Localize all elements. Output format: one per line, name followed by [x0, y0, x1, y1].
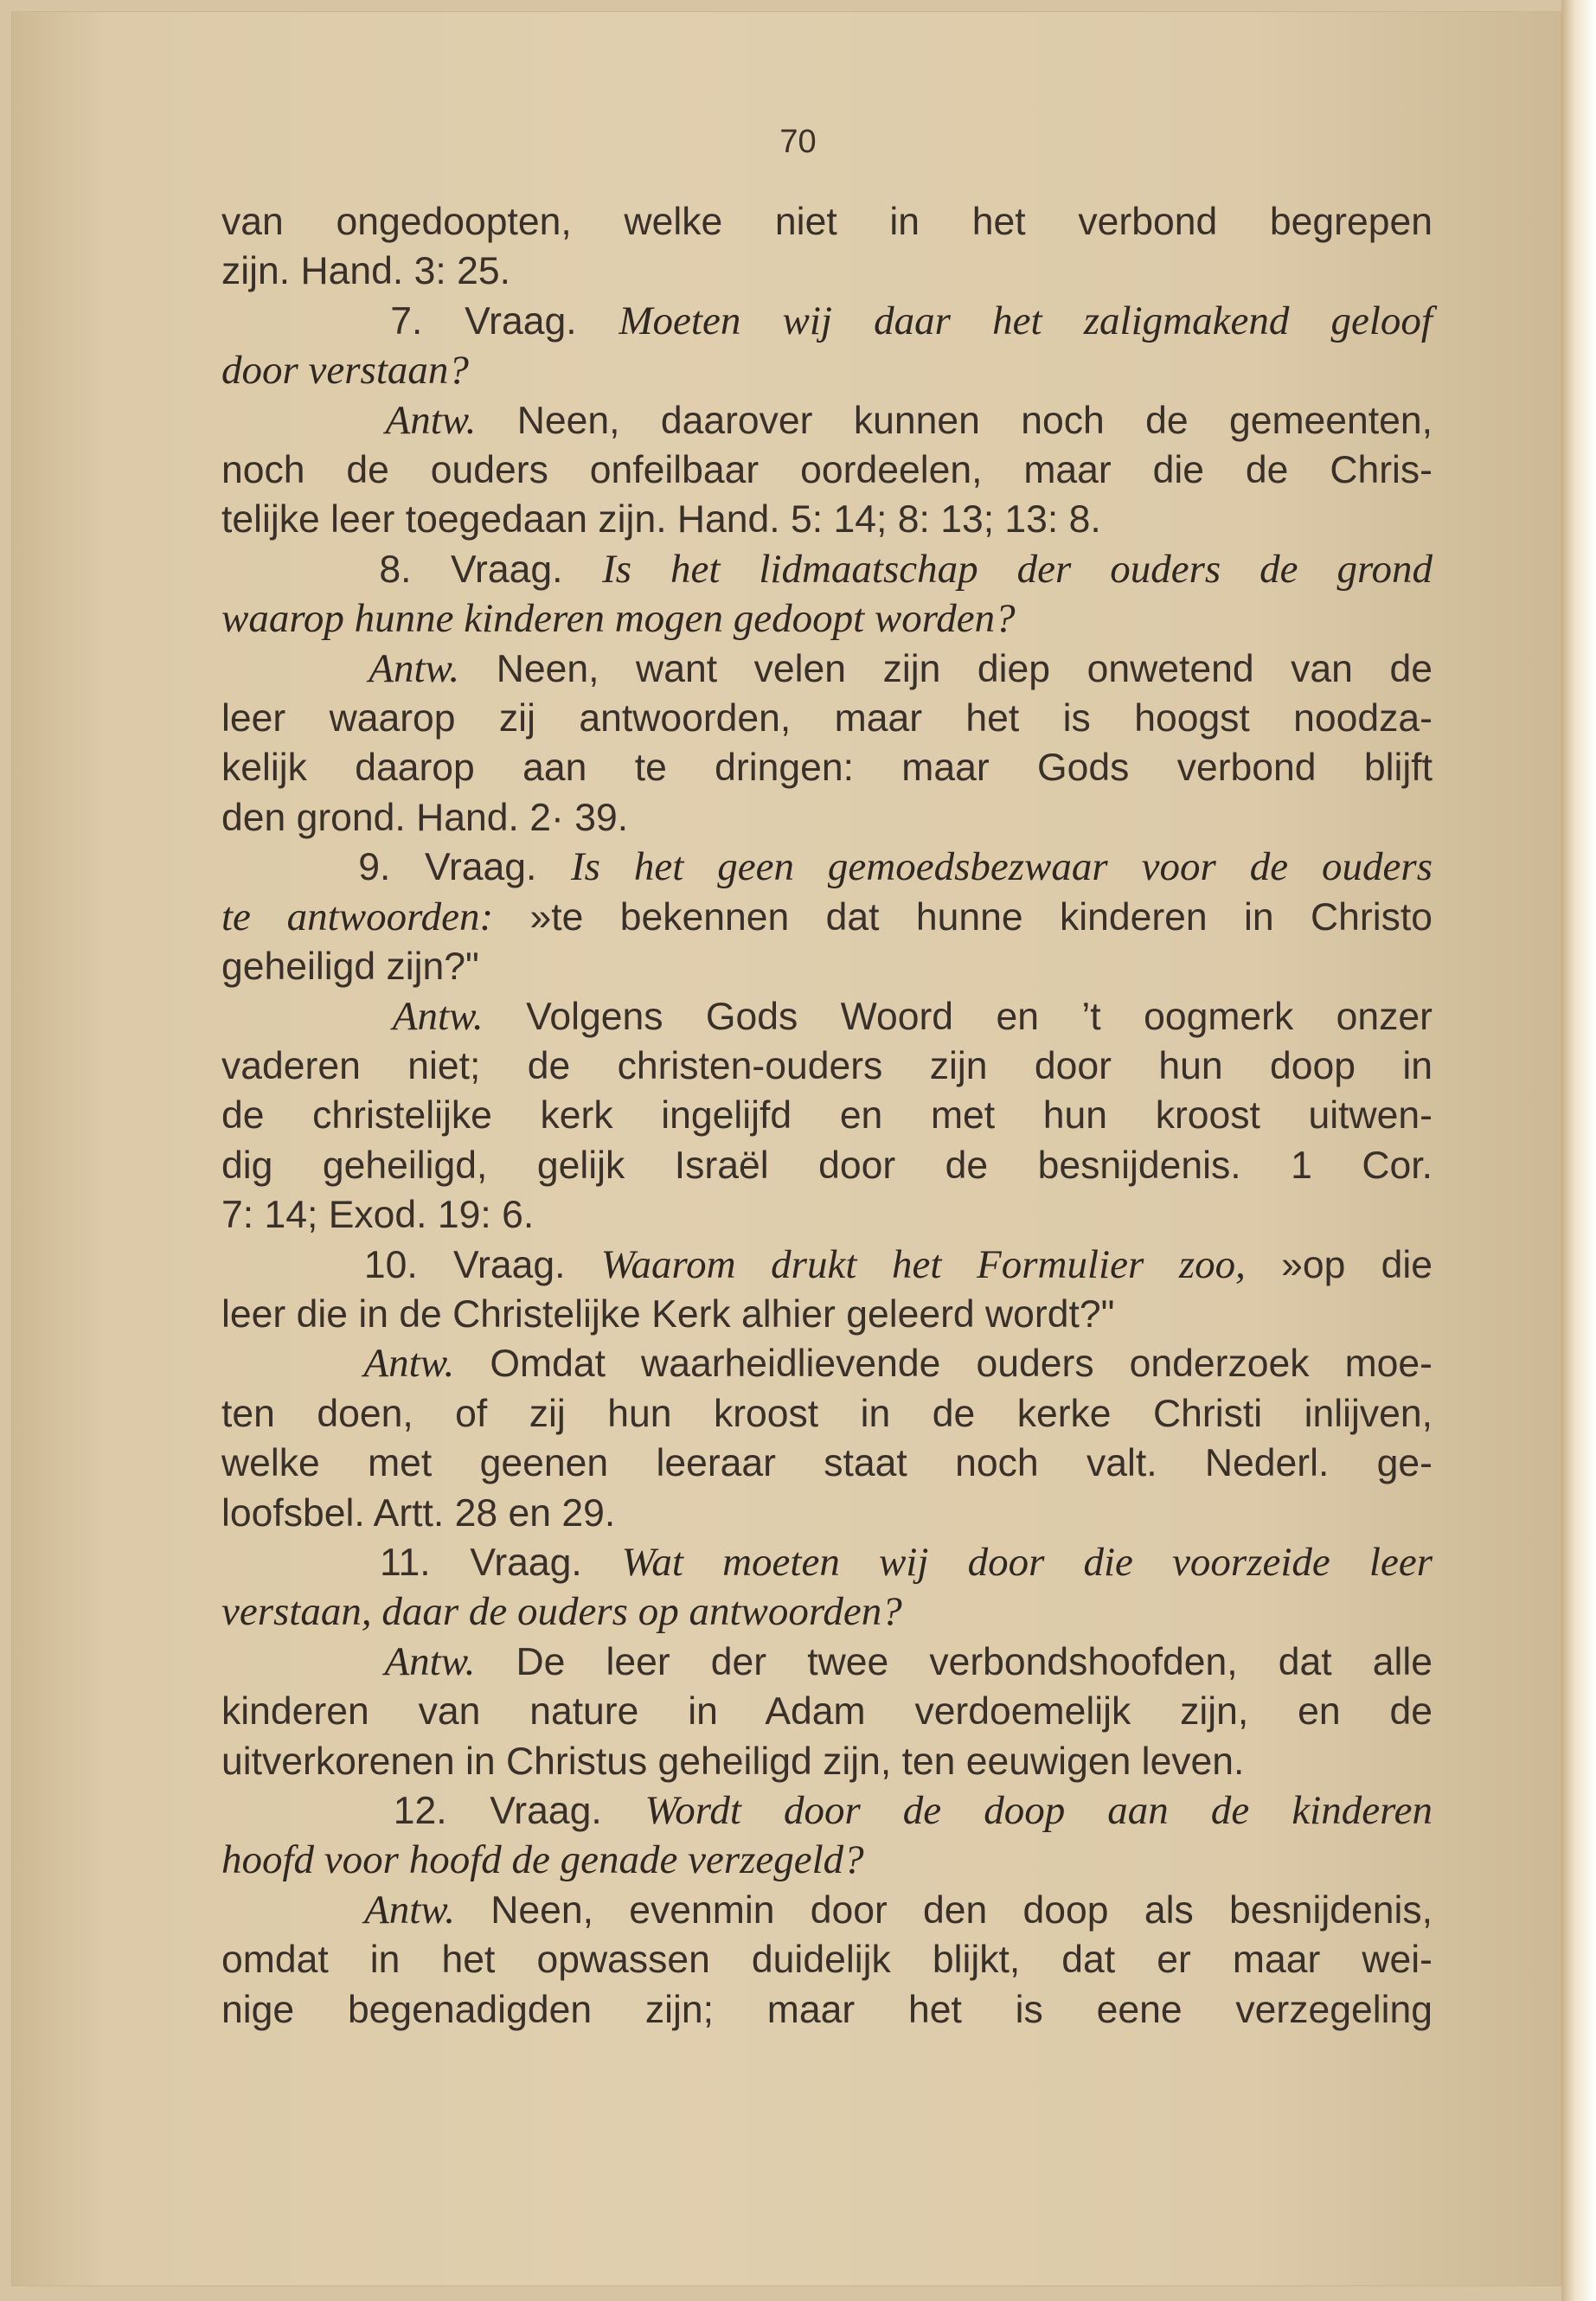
- italic-text-run: Antw.: [369, 645, 460, 691]
- text-line: [221, 1339, 1433, 1388]
- text-line: [221, 396, 1433, 445]
- italic-text-run: Antw.: [363, 1341, 455, 1387]
- text-line: [221, 1439, 1433, 1488]
- text-run: 7: 14; Exod. 19: 6.: [221, 1194, 535, 1237]
- text-run: nige begenadigden zijn; maar het is eene verzegeling: [221, 1988, 1433, 2031]
- italic-text-run: verstaan, daar de ouders op antwoorden?: [221, 1589, 902, 1635]
- text-run: »te bekennen dat hunne kinderen in Christo: [493, 895, 1433, 939]
- text-line: [221, 1935, 1433, 1984]
- text-run: [221, 648, 369, 690]
- text-line: [221, 1638, 1433, 1687]
- text-run: telijke leer toegedaan zijn. Hand. 5: 14; 8: 13; 13: 8.: [221, 498, 1101, 542]
- text-line: [221, 545, 1433, 594]
- text-run: vaderen niet; de christen-ouders zijn door hun doop in: [221, 1044, 1433, 1087]
- text-line: [221, 694, 1433, 743]
- text-line: [221, 1886, 1433, 1935]
- text-run: Volgens Gods Woord en ’t oogmerk onzer: [483, 995, 1433, 1038]
- page-number: 70: [779, 124, 817, 160]
- text-run: ten doen, of zij hun kroost in de kerke Christi inlijven,: [221, 1392, 1433, 1435]
- text-line: [221, 644, 1433, 694]
- text-line: [221, 1687, 1433, 1736]
- text-run: Neen, daarover kunnen noch de gemeenten,: [476, 399, 1433, 442]
- text-run: leer die in de Christelijke Kerk alhier geleerd wordt?": [221, 1292, 1115, 1336]
- text-line: [221, 1737, 1433, 1786]
- text-run: omdat in het opwassen duidelijk blijkt, dat er maar wei-: [221, 1939, 1433, 1982]
- italic-text-run: Is het geen gemoedsbezwaar voor de ouders: [570, 844, 1433, 890]
- text-run: uitverkorenen in Christus geheiligd zijn, ten eeuwigen leven.: [221, 1740, 1245, 1783]
- text-line: [221, 843, 1433, 892]
- text-line: [221, 1786, 1433, 1836]
- text-line: [221, 1190, 1433, 1240]
- text-line: [221, 793, 1433, 843]
- italic-text-run: door verstaan?: [221, 348, 469, 394]
- text-run: [221, 400, 385, 442]
- text-line: [221, 495, 1433, 544]
- text-run: [221, 1641, 384, 1683]
- text-run: [221, 996, 393, 1038]
- text-run: van ongedoopten, welke niet in het verbond begrepen: [221, 201, 1433, 243]
- text-run: 7. Vraag.: [221, 299, 619, 343]
- text-line: [221, 1836, 1433, 1885]
- text-line: [221, 743, 1433, 792]
- text-line: [221, 297, 1433, 346]
- body-text: [221, 197, 1433, 2035]
- text-run: Neen, want velen zijn diep onwetend van de: [459, 647, 1433, 690]
- text-run: noch de ouders onfeilbaar oordeelen, maar die de Chris-: [221, 449, 1433, 492]
- text-line: [221, 1091, 1433, 1140]
- text-run: dig geheiligd, gelijk Israël door de besnijdenis. 1 Cor.: [221, 1144, 1433, 1187]
- text-line: [221, 1587, 1433, 1637]
- text-run: 12. Vraag.: [221, 1790, 645, 1832]
- text-run: zijn. Hand. 3: 25.: [221, 250, 510, 293]
- text-run: kelijk daarop aan te dringen: maar Gods verbond blijft: [221, 747, 1433, 790]
- page-edge: [1561, 0, 1596, 2301]
- text-line: [221, 445, 1433, 495]
- italic-text-run: Is het lidmaatschap der ouders de grond: [602, 546, 1433, 592]
- text-run: kinderen van nature in Adam verdoemelijk zijn, en de: [221, 1690, 1433, 1734]
- text-line: [221, 247, 1433, 296]
- text-line: [221, 942, 1433, 991]
- text-run: leer waarop zij antwoorden, maar het is hoogst noodza-: [221, 697, 1433, 740]
- text-run: De leer der twee verbondshoofden, dat alle: [475, 1640, 1433, 1683]
- italic-text-run: Waarom drukt het Formulier zoo,: [600, 1241, 1246, 1287]
- italic-text-run: hoofd voor hoofd de genade verzegeld?: [221, 1837, 864, 1883]
- text-run: de christelijke kerk ingelijfd en met hun kroost uitwen-: [221, 1094, 1433, 1138]
- text-run: loofsbel. Artt. 28 en 29.: [221, 1491, 616, 1535]
- text-run: 11. Vraag.: [221, 1541, 622, 1584]
- text-run: den grond. Hand. 2· 39.: [221, 796, 629, 839]
- text-line: [221, 1489, 1433, 1538]
- text-line: [221, 1240, 1433, 1290]
- text-line: [221, 1141, 1433, 1190]
- text-line: [221, 1538, 1433, 1587]
- text-run: welke met geenen leeraar staat noch valt. Nederl. ge-: [221, 1442, 1433, 1485]
- text-line: [221, 594, 1433, 644]
- text-run: 9. Vraag.: [221, 846, 571, 889]
- italic-text-run: Wordt door de doop aan de kinderen: [644, 1788, 1433, 1833]
- text-run: [221, 1889, 364, 1932]
- text-line: [221, 1389, 1433, 1439]
- text-run: »op die: [1245, 1243, 1433, 1286]
- italic-text-run: Antw.: [392, 993, 484, 1039]
- text-run: [221, 1343, 363, 1385]
- text-run: Omdat waarheidlievende ouders onderzoek moe-: [454, 1343, 1433, 1386]
- text-line: [221, 992, 1433, 1042]
- text-line: [221, 893, 1433, 942]
- text-run: 10. Vraag.: [221, 1243, 601, 1286]
- text-line: [221, 197, 1433, 247]
- italic-text-run: Antw.: [385, 397, 477, 443]
- italic-text-run: Antw.: [364, 1887, 455, 1932]
- text-line: [221, 1985, 1433, 2035]
- text-run: geheiligd zijn?": [221, 945, 479, 989]
- italic-text-run: te antwoorden:: [221, 894, 494, 939]
- text-run: Neen, evenmin door den doop als besnijdenis,: [454, 1888, 1433, 1932]
- text-line: [221, 346, 1433, 395]
- italic-text-run: Moeten wij daar het zaligmakend geloof: [619, 298, 1433, 343]
- italic-text-run: Wat moeten wij door die voorzeide leer: [621, 1539, 1433, 1585]
- italic-text-run: waarop hunne kinderen mogen gedoopt worden?: [221, 596, 1016, 642]
- text-run: 8. Vraag.: [221, 548, 603, 591]
- text-line: [221, 1290, 1433, 1339]
- text-line: [221, 1042, 1433, 1091]
- italic-text-run: Antw.: [384, 1638, 476, 1684]
